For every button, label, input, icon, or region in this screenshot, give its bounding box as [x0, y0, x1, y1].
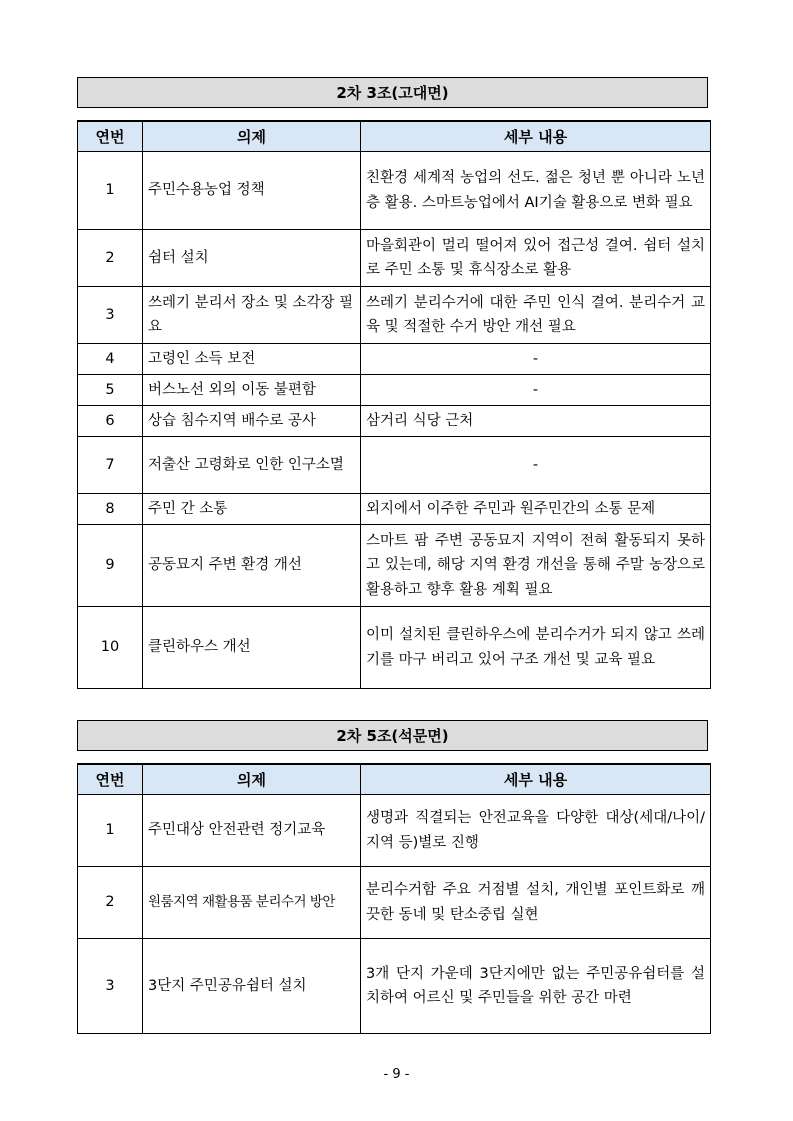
row-no: 6	[78, 406, 143, 437]
row-no: 1	[78, 152, 143, 230]
row-topic: 버스노선 외의 이동 불편함	[143, 375, 361, 406]
table-row	[78, 494, 711, 525]
row-detail: -	[361, 437, 711, 494]
row-detail: 이미 설치된 클린하우스에 분리수거가 되지 않고 쓰레기를 마구 버리고 있어 구조 개선 및 교육 필요	[361, 607, 711, 689]
row-no: 5	[78, 375, 143, 406]
row-topic: 고령인 소득 보전	[143, 344, 361, 375]
agenda-table-1	[77, 120, 711, 689]
row-topic: 클린하우스 개선	[143, 607, 361, 689]
header-topic: 의제	[143, 764, 361, 795]
section-title-1	[77, 77, 708, 108]
row-topic: 3단지 주민공유쉼터 설치	[143, 939, 361, 1034]
table-row	[78, 375, 711, 406]
row-no: 3	[78, 939, 143, 1034]
section-title-text: 2차 5조(석문면)	[336, 727, 449, 745]
row-topic: 주민수용농업 정책	[143, 152, 361, 230]
section-title-text: 2차 3조(고대면)	[336, 84, 449, 102]
row-topic: 저출산 고령화로 인한 인구소멸	[143, 437, 361, 494]
row-no: 2	[78, 867, 143, 939]
header-topic: 의제	[143, 121, 361, 152]
row-detail: 분리수거함 주요 거점별 설치, 개인별 포인트화로 깨끗한 동네 및 탄소중립 실현	[361, 867, 711, 939]
row-no: 2	[78, 230, 143, 287]
table-row	[78, 525, 711, 607]
table-row	[78, 437, 711, 494]
row-topic: 공동묘지 주변 환경 개선	[143, 525, 361, 607]
row-detail: 마을회관이 멀리 떨어져 있어 접근성 결여. 쉼터 설치로 주민 소통 및 휴식장소로 활용	[361, 230, 711, 287]
section-title-2	[77, 720, 708, 751]
row-detail: -	[361, 375, 711, 406]
table-row	[78, 406, 711, 437]
row-no: 7	[78, 437, 143, 494]
row-no: 10	[78, 607, 143, 689]
row-detail: 친환경 세계적 농업의 선도. 젊은 청년 뿐 아니라 노년층 활용. 스마트농업에서 AI기술 활용으로 변화 필요	[361, 152, 711, 230]
row-detail: 3개 단지 가운데 3단지에만 없는 주민공유쉼터를 설치하여 어르신 및 주민들을 위한 공간 마련	[361, 939, 711, 1034]
table-header-row	[78, 764, 711, 795]
table-row	[78, 607, 711, 689]
table-row	[78, 939, 711, 1034]
header-detail: 세부 내용	[361, 764, 711, 795]
row-topic: 상습 침수지역 배수로 공사	[143, 406, 361, 437]
row-detail: -	[361, 344, 711, 375]
table-row	[78, 795, 711, 867]
row-detail: 스마트 팜 주변 공동묘지 지역이 전혀 활동되지 못하고 있는데, 해당 지역 환경 개선을 통해 주말 농장으로 활용하고 향후 활용 계획 필요	[361, 525, 711, 607]
header-no: 연번	[78, 764, 143, 795]
table-row	[78, 287, 711, 344]
header-no: 연번	[78, 121, 143, 152]
row-no: 4	[78, 344, 143, 375]
row-no: 9	[78, 525, 143, 607]
row-topic: 쉼터 설치	[143, 230, 361, 287]
row-topic: 주민 간 소통	[143, 494, 361, 525]
row-detail: 외지에서 이주한 주민과 원주민간의 소통 문제	[361, 494, 711, 525]
row-detail: 삼거리 식당 근처	[361, 406, 711, 437]
agenda-table-2	[77, 763, 711, 1034]
row-detail: 생명과 직결되는 안전교육을 다양한 대상(세대/나이/지역 등)별로 진행	[361, 795, 711, 867]
table-row	[78, 344, 711, 375]
row-topic: 주민대상 안전관련 정기교육	[143, 795, 361, 867]
row-topic: 쓰레기 분리서 장소 및 소각장 필요	[143, 287, 361, 344]
row-no: 1	[78, 795, 143, 867]
header-detail: 세부 내용	[361, 121, 711, 152]
row-detail: 쓰레기 분리수거에 대한 주민 인식 결여. 분리수거 교육 및 적절한 수거 방안 개선 필요	[361, 287, 711, 344]
table-header-row	[78, 121, 711, 152]
page-number: - 9 -	[383, 1067, 410, 1082]
table-row	[78, 152, 711, 230]
table-row	[78, 230, 711, 287]
row-topic: 원룸지역 재활용품 분리수거 방안	[143, 867, 361, 939]
row-no: 3	[78, 287, 143, 344]
table-row	[78, 867, 711, 939]
row-no: 8	[78, 494, 143, 525]
